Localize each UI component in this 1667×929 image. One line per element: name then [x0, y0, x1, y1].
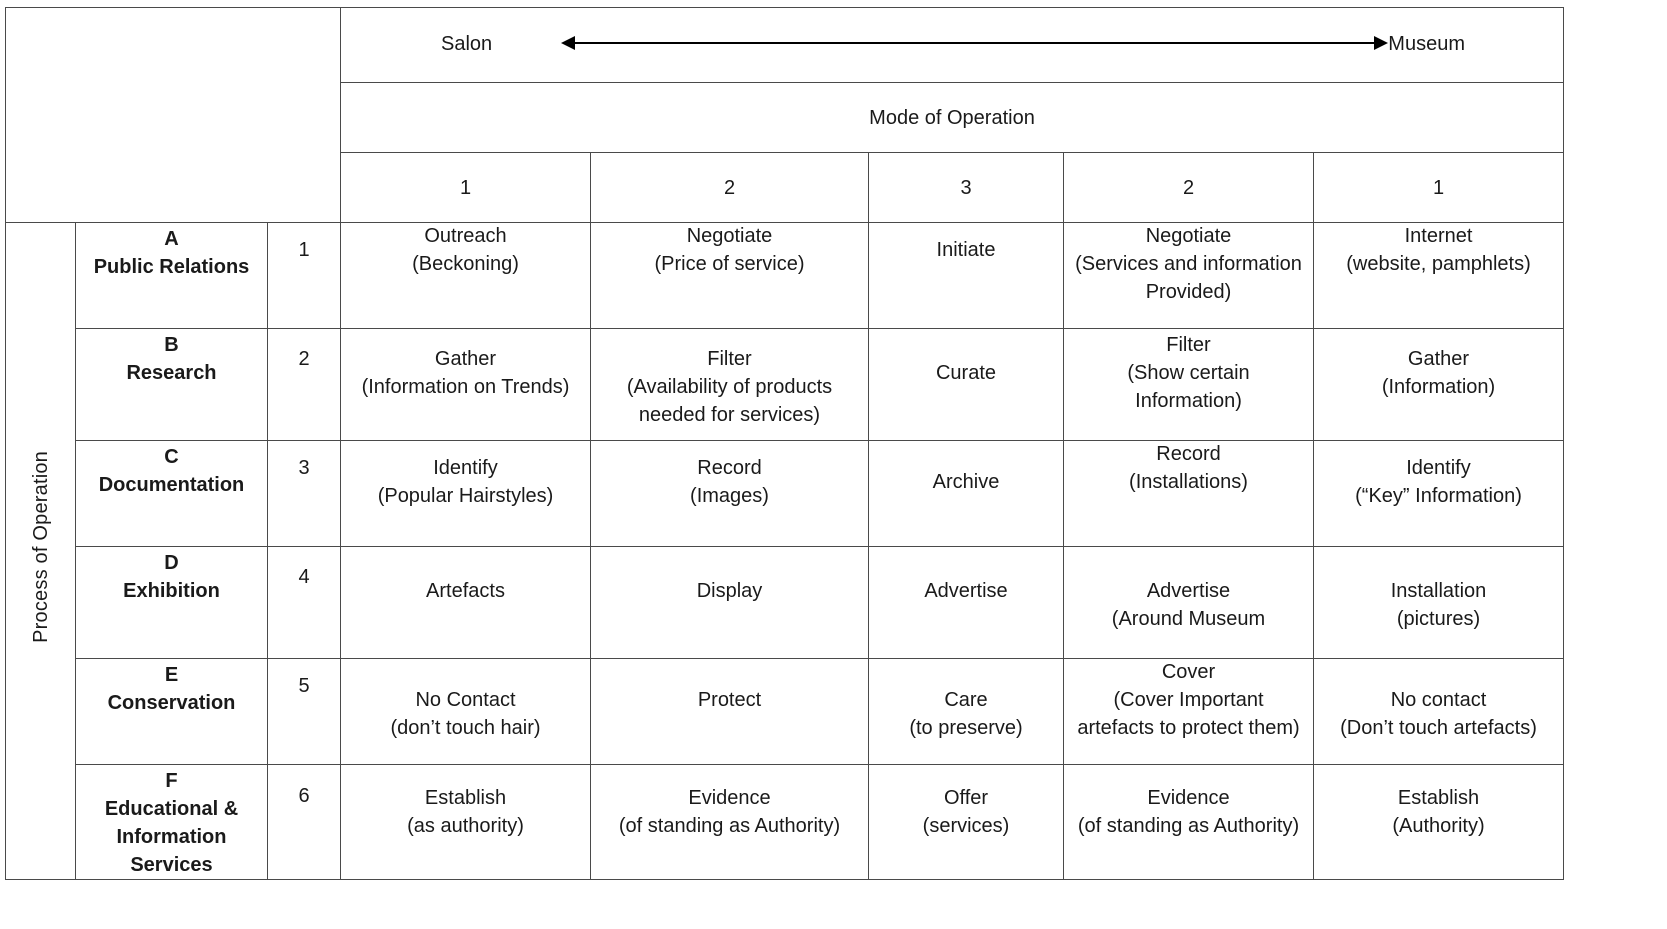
- matrix-cell: [1314, 659, 1564, 765]
- cell-line: (Price of service): [654, 252, 805, 275]
- cell-line: (as authority): [407, 815, 524, 837]
- matrix-cell: [1064, 765, 1314, 880]
- cell-line: (of standing as Authority): [618, 815, 841, 837]
- cell-line: (Cover Important: [1113, 688, 1264, 711]
- cell-line: Negotiate: [686, 224, 773, 247]
- matrix-cell: [341, 659, 591, 765]
- row-title: Public Relations: [93, 256, 250, 278]
- cell-line: Identify: [1406, 456, 1471, 479]
- matrix-cell: [869, 659, 1064, 765]
- row-letter: A: [164, 228, 179, 250]
- cell-line: Advertise: [924, 579, 1008, 602]
- cell-line: Installation: [1390, 579, 1487, 602]
- cell-line: Artefacts: [426, 579, 505, 602]
- matrix-cell: [869, 223, 1064, 329]
- corner-blank-cell: [6, 8, 341, 223]
- cell-line: artefacts to protect them): [1077, 716, 1300, 739]
- row-number: 4: [268, 547, 341, 659]
- museum-label: Museum: [1388, 33, 1465, 55]
- row-number: 2: [268, 329, 341, 441]
- cell-line: Display: [696, 579, 763, 602]
- row-number: 1: [268, 223, 341, 329]
- row-title: Information: [116, 826, 227, 848]
- process-row-d: [6, 547, 1564, 659]
- matrix-cell: [1064, 547, 1314, 659]
- process-row-b: [6, 329, 1564, 441]
- matrix-cell: [869, 547, 1064, 659]
- cell-line: Archive: [932, 470, 1000, 493]
- cell-line: No Contact: [415, 688, 516, 711]
- row-letter: E: [164, 664, 179, 686]
- matrix-cell: [591, 547, 869, 659]
- column-number-2: 2: [591, 153, 869, 223]
- cell-line: (Around Museum: [1111, 607, 1266, 630]
- cell-line: Curate: [935, 361, 997, 384]
- cell-line: Establish: [424, 787, 507, 809]
- row-heading: [76, 765, 268, 880]
- matrix-cell: [591, 223, 869, 329]
- column-number-4: 2: [1064, 153, 1314, 223]
- row-number: 6: [268, 765, 341, 880]
- matrix-cell: [341, 329, 591, 441]
- cell-line: (to preserve): [909, 716, 1023, 739]
- cell-line: Filter: [1166, 333, 1211, 356]
- salon-museum-scale: [341, 8, 1563, 82]
- row-letter: B: [164, 334, 179, 356]
- cell-line: (Show certain: [1127, 361, 1250, 384]
- matrix-cell: [341, 223, 591, 329]
- matrix-cell: [1314, 441, 1564, 547]
- cell-line: Evidence: [1147, 787, 1230, 809]
- cell-line: Evidence: [688, 787, 771, 809]
- row-number: 3: [268, 441, 341, 547]
- cell-line: Identify: [433, 456, 498, 479]
- matrix-cell: [341, 441, 591, 547]
- process-row-f: [6, 765, 1564, 880]
- row-heading: [76, 547, 268, 659]
- column-number-1: 1: [341, 153, 591, 223]
- matrix-cell: [1314, 547, 1564, 659]
- scale-cell: [341, 8, 1564, 83]
- cell-line: Establish: [1397, 787, 1480, 809]
- cell-line: Protect: [697, 688, 762, 711]
- matrix-cell: [1064, 329, 1314, 441]
- cell-line: (don’t touch hair): [390, 716, 541, 739]
- matrix-cell: [341, 547, 591, 659]
- cell-line: (services): [922, 815, 1010, 837]
- row-title: Conservation: [107, 692, 236, 714]
- matrix-cell: [869, 441, 1064, 547]
- cell-line: (pictures): [1396, 607, 1481, 630]
- cell-line: (of standing as Authority): [1077, 815, 1300, 837]
- cell-line: Outreach: [424, 224, 507, 247]
- row-heading: [76, 329, 268, 441]
- row-title: Educational &: [104, 798, 239, 820]
- process-row-e: [6, 659, 1564, 765]
- cell-line: Filter: [707, 347, 752, 370]
- cell-line: Gather: [1407, 347, 1470, 370]
- cell-line: Offer: [943, 787, 989, 809]
- row-letter: F: [165, 770, 178, 792]
- matrix-cell: [591, 441, 869, 547]
- row-number: 5: [268, 659, 341, 765]
- process-row-a: [6, 223, 1564, 329]
- matrix-cell: [869, 329, 1064, 441]
- row-letter: C: [164, 446, 179, 468]
- cell-line: (Don’t touch artefacts): [1340, 716, 1537, 739]
- mode-of-operation-header: Mode of Operation: [341, 83, 1564, 153]
- row-title: Exhibition: [123, 580, 220, 602]
- cell-line: (Information on Trends): [361, 375, 570, 398]
- cell-line: Record: [1156, 442, 1221, 465]
- matrix-cell: [591, 765, 869, 880]
- matrix-cell: [341, 765, 591, 880]
- matrix-cell: [1064, 223, 1314, 329]
- row-title: Documentation: [98, 474, 245, 496]
- cell-line: Record: [697, 456, 762, 479]
- cell-line: (Availability of products: [626, 375, 833, 398]
- process-of-operation-label: Process of Operation: [29, 451, 52, 643]
- row-heading: [76, 659, 268, 765]
- matrix-cell: [1064, 659, 1314, 765]
- cell-line: Information): [1135, 389, 1242, 412]
- matrix-cell: [591, 329, 869, 441]
- salon-label: Salon: [441, 33, 493, 55]
- cell-line: Negotiate: [1145, 224, 1232, 247]
- matrix-cell: [591, 659, 869, 765]
- cell-line: No contact: [1390, 688, 1487, 711]
- matrix-cell: [1314, 765, 1564, 880]
- matrix-cell: [1314, 329, 1564, 441]
- matrix-cell: [869, 765, 1064, 880]
- column-number-3: 3: [869, 153, 1064, 223]
- cell-line: (Images): [690, 484, 769, 507]
- cell-line: (Information): [1381, 375, 1496, 398]
- cell-line: Gather: [434, 347, 497, 370]
- cell-line: Advertise: [1146, 579, 1231, 602]
- process-row-c: [6, 441, 1564, 547]
- cell-line: Initiate: [936, 238, 996, 261]
- cell-line: (Popular Hairstyles): [377, 484, 554, 507]
- cell-line: Internet: [1404, 224, 1473, 247]
- cell-line: (Installations): [1129, 470, 1248, 493]
- process-of-operation-header: [6, 223, 76, 880]
- cell-line: needed for services): [638, 403, 821, 426]
- cell-line: (“Key” Information): [1355, 484, 1522, 507]
- row-title: Research: [126, 362, 217, 384]
- cell-line: (Services and information: [1075, 252, 1302, 275]
- cell-line: (Authority): [1392, 815, 1485, 837]
- row-heading: [76, 223, 268, 329]
- cell-line: (Beckoning): [412, 252, 519, 275]
- cell-line: Cover: [1161, 660, 1216, 683]
- row-letter: D: [164, 552, 179, 574]
- double-arrow: [573, 42, 1376, 44]
- row-heading: [76, 441, 268, 547]
- cell-line: (website, pamphlets): [1346, 252, 1531, 275]
- cell-line: Care: [944, 688, 988, 711]
- row-title: Services: [130, 854, 213, 876]
- column-number-5: 1: [1314, 153, 1564, 223]
- operations-matrix-table: [5, 7, 1564, 880]
- matrix-cell: [1314, 223, 1564, 329]
- matrix-cell: [1064, 441, 1314, 547]
- cell-line: Provided): [1145, 280, 1232, 303]
